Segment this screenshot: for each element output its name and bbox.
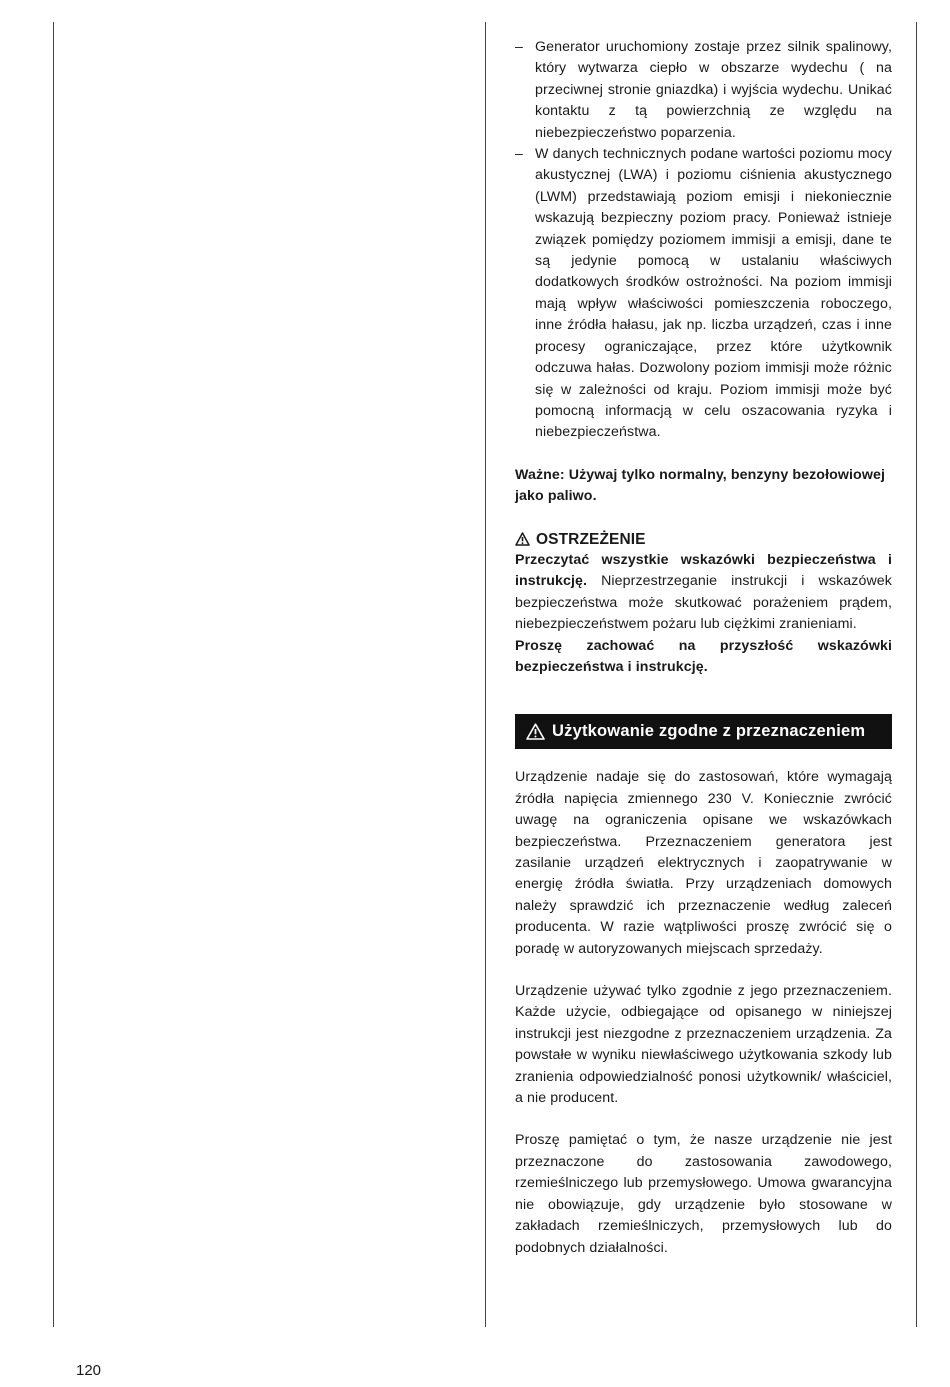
warning-paragraph-keep: [515, 636, 892, 679]
page-number: 120: [76, 1362, 102, 1379]
section-banner: [515, 714, 892, 749]
section-paragraph: Urządzenie używać tylko zgodnie z jego przeznaczeniem. Każde użycie, odbiegające od opisanego w niniejszej instrukcji jest niezgodne z przeznaczeniem urządzenia. Za powstałe w wyniku niewłaściwego użytkowania szkody lub zranienia odpowiedzialność ponosi użytkownik/ właściciel, a nie producent.: [515, 983, 892, 1107]
important-fuel-note: Ważne: Używaj tylko normalny, benzyny bezołowiowej jako paliwo.: [515, 466, 885, 505]
warning-text: Nieprzestrzeganie instrukcji i wskazówek bezpieczeństwa może skutkować porażeniem prądem, niebezpieczeństwem pożaru lub ciężkimi zranieniami.: [515, 573, 892, 633]
column-divider-rule: [485, 22, 486, 1327]
warning-triangle-icon: [515, 532, 530, 546]
right-margin-rule: [916, 22, 917, 1327]
warning-heading: [515, 529, 892, 550]
warning-bold-intro: Przeczytać wszystkie wskazówki bezpieczeństwa i instrukcję.: [515, 551, 892, 590]
warning-heading-text: OSTRZEŻENIE: [536, 530, 646, 548]
left-margin-rule: [53, 22, 54, 1327]
warning-body: [515, 550, 892, 678]
dash-bullet: –: [515, 39, 523, 55]
section-title: Użytkowanie zgodne z przeznaczeniem: [552, 722, 866, 741]
warning-paragraph: [515, 550, 892, 636]
dash-bullet: –: [515, 146, 523, 163]
bullet-text-noise-levels: W danych technicznych podane wartości poziomu mocy akustycznej (LWA) i poziomu ciśnienia akustycznego (LWM) przedstawiają poziom emisji i niekoniecznie wskazują bezpieczny poziom pracy. Ponieważ istnieje związek pomiędzy poziomem immisji a emisji, dane te są jedynie pomocą w ustalaniu właściwych dodatkowych środków ostrożności. Na poziom immisji mają wpływ właściwości pomieszczenia roboczego, inne źródła hałasu, jak np. liczba urządzeń, czas i inne procesy ograniczające, przez które użytkownik odczuwa hałas. Dozwolony poziom immisji może różnic się w zależności od kraju. Poziom immisji może być pomocną informacją w celu oszacowania ryzyka i niebezpieczeństwa.: [535, 146, 892, 441]
list-item: [515, 144, 892, 444]
list-item: [515, 37, 892, 144]
warning-bold-outro: Proszę zachować na przyszłość wskazówki bezpieczeństwa i instrukcję.: [515, 637, 892, 675]
section-paragraph: Urządzenie nadaje się do zastosowań, które wymagają źródła napięcia zmiennego 230 V. Koniecznie zwrócić uwagę na ograniczenia opisane we wskazówkach bezpieczeństwa. Przeznaczeniem generatora jest zasilanie urządzeń elektrycznych i zaopatrywanie w energię źródła światła. Przy urządzeniach domowych należy sprawdzić ich przeznaczenie według zaleceń producenta. W razie wątpliwości proszę zwrócić się o poradę w autoryzowanych miejscach sprzedaży.: [515, 769, 892, 957]
safety-bullet-list: [515, 37, 892, 444]
warning-triangle-icon: [526, 723, 545, 740]
section-paragraph: Proszę pamiętać o tym, że nasze urządzenie nie jest przeznaczone do zastosowania zawodowego, rzemieślniczego lub przemysłowego. Umowa gwarancyjna nie obowiązuje, gdy urządzenie było stosowane w zakładach rzemieślniczych, przemysłowych lub do podobnych działalności.: [515, 1132, 892, 1256]
right-text-column: [515, 37, 892, 1259]
bullet-text-exhaust-heat: Generator uruchomiony zostaje przez silnik spalinowy, który wytwarza ciepło w obszarze wydechu ( na przeciwnej stronie gniazdka) i wyjścia wydechu. Unikać kontaktu z tą powierzchnią ze względu na niebezpieczeństwo poparzenia.: [535, 39, 892, 141]
